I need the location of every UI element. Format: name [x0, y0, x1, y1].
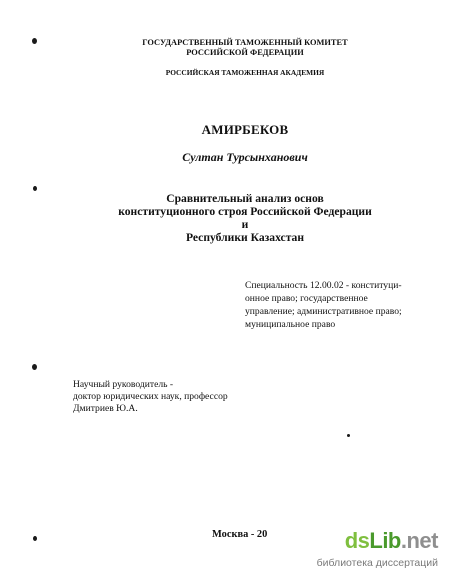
federation-line: РОССИЙСКОЙ ФЕДЕРАЦИИ: [186, 48, 304, 57]
dslib-subtitle: библиотека диссертаций: [316, 557, 438, 569]
thesis-title: [60, 192, 430, 244]
scan-speck: [347, 434, 350, 437]
organization-header: [60, 38, 430, 58]
punch-mark-top: [32, 38, 37, 44]
committee-line: ГОСУДАРСТВЕННЫЙ ТАМОЖЕННЫЙ КОМИТЕТ: [142, 38, 348, 47]
author-name: Султан Турсынханович: [182, 150, 308, 164]
academy-line: РОССИЙСКАЯ ТАМОЖЕННАЯ АКАДЕМИЯ: [165, 68, 325, 77]
punch-mark-bottom: [33, 536, 37, 541]
supervisor-block: Научный руководитель - доктор юридических наук, профессор Дмитриев Ю.А.: [73, 379, 228, 415]
title-line-1: Сравнительный анализ основ: [166, 192, 324, 205]
author-surname: АМИРБЕКОВ: [201, 122, 289, 137]
dslib-watermark[interactable]: [316, 528, 438, 574]
title-line-4: Республики Казахстан: [185, 231, 305, 244]
title-line-2: конституционного строя Российской Федерации: [118, 205, 372, 218]
dslib-logo: dsLib.net: [344, 528, 438, 553]
city-year: Москва - 20: [212, 529, 268, 540]
punch-mark-upper: [33, 186, 37, 191]
specialty-block: Специальность 12.00.02 - конституци- онное право; государственное управление; административное право; муниципальное право: [245, 280, 402, 330]
punch-mark-middle: [32, 364, 37, 370]
title-line-3: и: [241, 218, 249, 231]
